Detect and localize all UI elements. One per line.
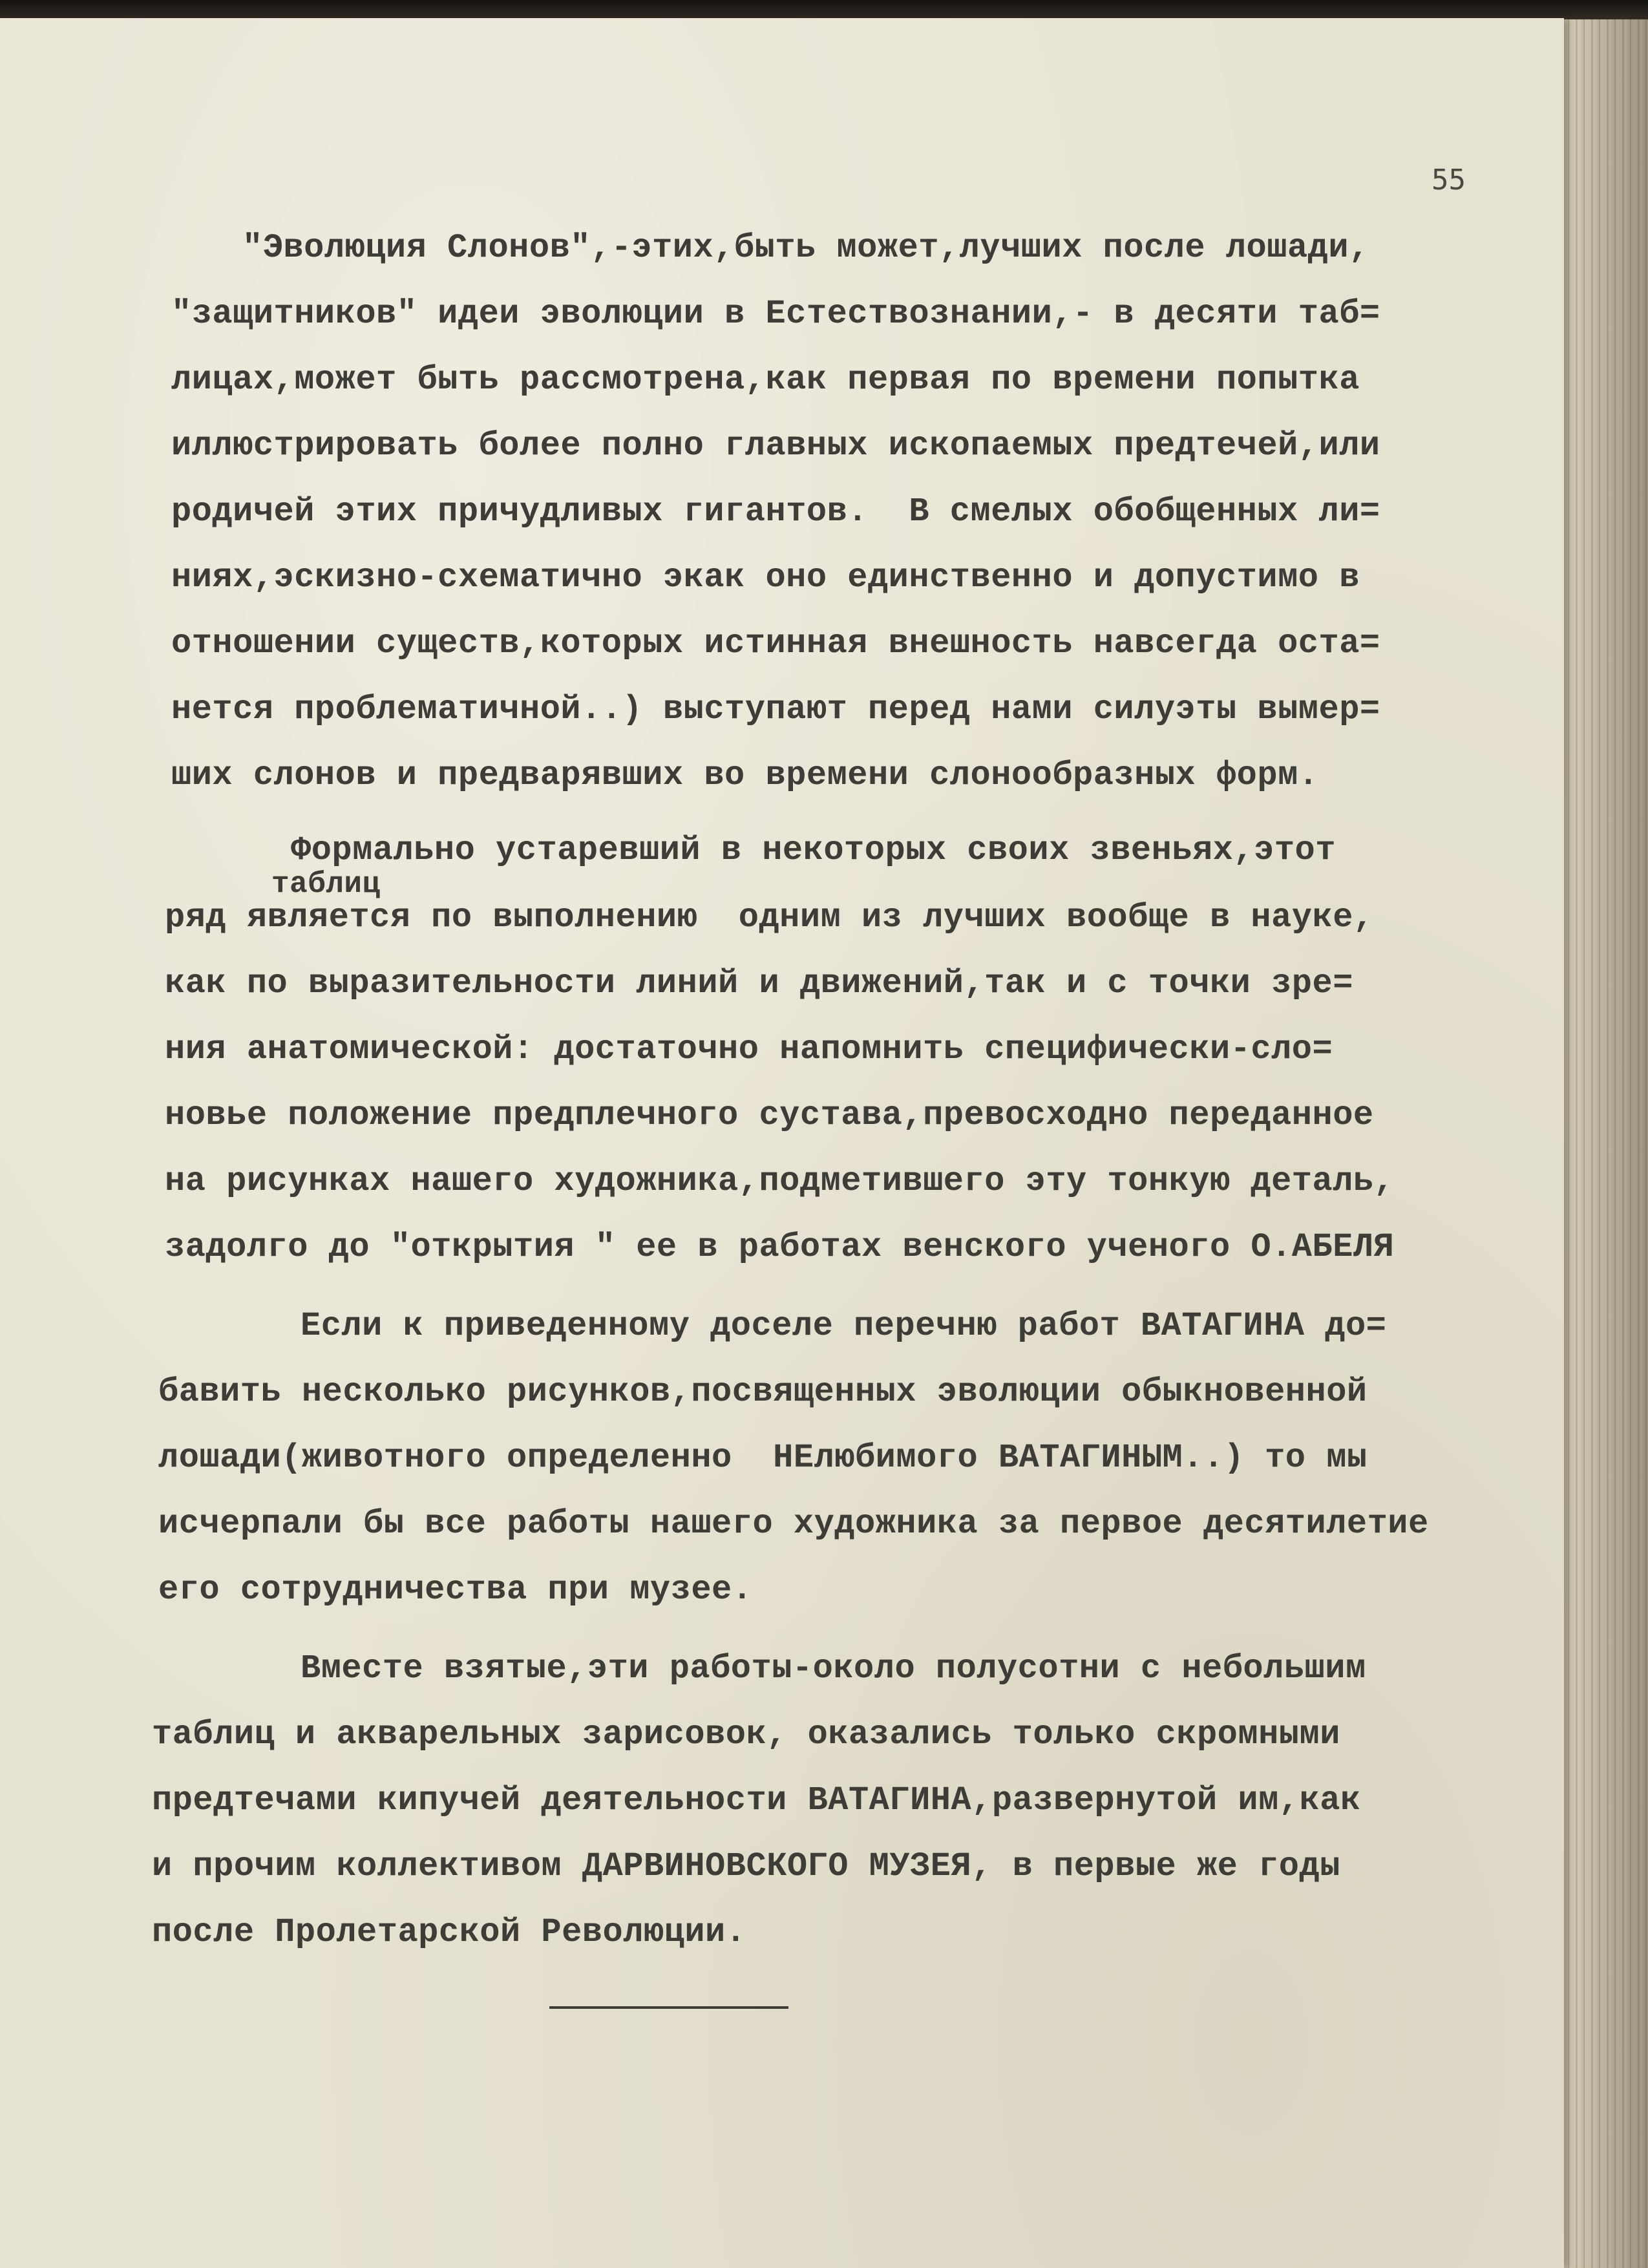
interlinear-insertion: таблиц xyxy=(271,867,381,901)
text-line: родичей этих причудливых гигантов. В смелых обобщенных ли= xyxy=(171,493,1380,531)
text-line: иллюстрировать более полно главных ископаемых предтечей,или xyxy=(171,427,1380,465)
page-number: 55 xyxy=(1431,164,1466,196)
text-line: ряд является по выполнению одним из лучших вообще в науке, xyxy=(165,898,1374,937)
text-line: предтечами кипучей деятельности ВАТАГИНА,развернутой им,как xyxy=(152,1781,1361,1819)
text-line: нется проблематичной..) выступают перед нами силуэты вымер= xyxy=(171,690,1380,728)
text-line: ших слонов и предварявших во времени слонообразных форм. xyxy=(171,756,1319,794)
typewritten-page xyxy=(0,18,1564,2268)
text-line: "Эволюция Слонов",-этих,быть может,лучших после лошади, xyxy=(242,229,1369,267)
text-line: лицах,может быть рассмотрена,как первая по времени попытка xyxy=(171,361,1360,399)
text-line: "защитников" идеи эволюции в Естествознании,- в десяти таб= xyxy=(171,295,1380,333)
closing-rule xyxy=(549,2006,788,2009)
page-stack-shadow xyxy=(1577,19,1648,2268)
text-line: ния анатомической: достаточно напомнить специфически-сло= xyxy=(165,1030,1333,1068)
text-line: таблиц и акварельных зарисовок, оказались только скромными xyxy=(152,1715,1340,1754)
text-line: его сотрудничества при музее. xyxy=(158,1571,753,1609)
text-line: ниях,эскизно-схематично экак оно единственно и допустимо в xyxy=(171,558,1360,597)
text-line: и прочим коллективом ДАРВИНОВСКОГО МУЗЕЯ, в первые же годы xyxy=(152,1847,1340,1885)
page-body xyxy=(0,18,1564,2268)
text-line: бавить несколько рисунков,посвященных эволюции обыкновенной xyxy=(158,1373,1368,1411)
text-line: Формально устаревший в некоторых своих звеньях,этот xyxy=(291,831,1336,869)
text-line: Вместе взятые,эти работы-около полусотни с небольшим xyxy=(301,1649,1366,1688)
text-line: после Пролетарской Революции. xyxy=(152,1913,746,1951)
text-line: новье положение предплечного сустава,превосходно переданное xyxy=(165,1096,1374,1134)
text-line: как по выразительности линий и движений,так и с точки зре= xyxy=(165,964,1353,1002)
text-line: лошади(животного определенно НЕлюбимого ВАТАГИНЫМ..) то мы xyxy=(158,1439,1368,1477)
text-line: Если к приведенному доселе перечню работ ВАТАГИНА до= xyxy=(301,1307,1387,1345)
text-line: исчерпали бы все работы нашего художника за первое десятилетие xyxy=(158,1505,1429,1543)
text-line: на рисунках нашего художника,подметившего эту тонкую деталь, xyxy=(165,1162,1395,1200)
text-line: задолго до "открытия " ее в работах венского ученого О.АБЕЛЯ xyxy=(165,1228,1395,1266)
text-line: отношении существ,которых истинная внешность навсегда оста= xyxy=(171,624,1380,662)
